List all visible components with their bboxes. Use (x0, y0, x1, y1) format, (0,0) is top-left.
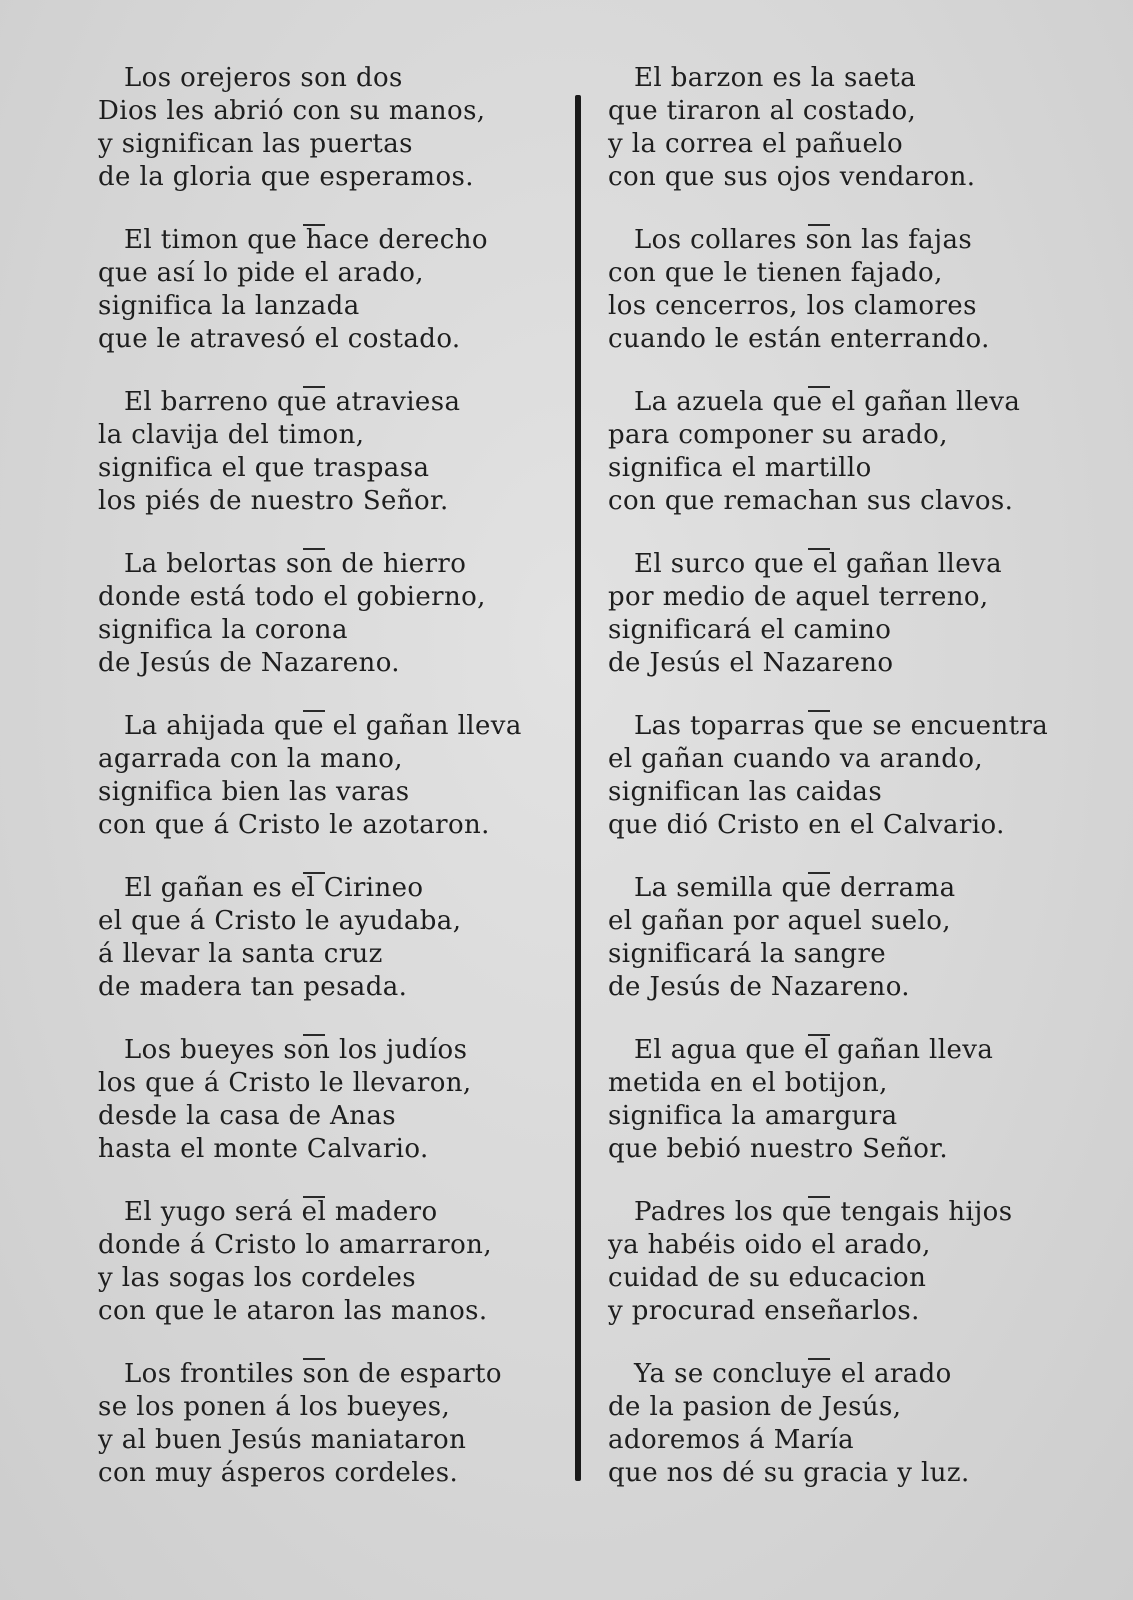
verse-line: el gañan por aquel suelo, (608, 906, 951, 936)
verse-line: el gañan cuando va arando, (608, 744, 984, 774)
stanza (98, 62, 558, 224)
verse-line: con que sus ojos vendaron. (608, 162, 976, 192)
stanza (608, 548, 1078, 710)
verse-line: La semilla que derrama (634, 873, 956, 903)
verse-line: El timon que hace derecho (124, 225, 488, 255)
stanza (98, 224, 558, 386)
verse-line: El barzon es la saeta (634, 63, 917, 93)
verse-line: donde á Cristo lo amarraron, (98, 1230, 492, 1260)
verse-line: significa la corona (98, 615, 348, 645)
verse-line: de Jesús el Nazareno (608, 648, 894, 678)
verse-line: y la correa el pañuelo (608, 129, 904, 159)
verse-line: de Jesús de Nazareno. (98, 648, 400, 678)
verse-line: La ahijada que el gañan lleva (124, 711, 522, 741)
stanza (98, 1196, 558, 1358)
verse-line: Las toparras que se encuentra (634, 711, 1049, 741)
verse-line: Los orejeros son dos (124, 63, 403, 93)
stanza (608, 62, 1078, 224)
verse-line: de Jesús de Nazareno. (608, 972, 910, 1002)
verse-line: Los collares son las fajas (634, 225, 973, 255)
verse-line: El barreno que atraviesa (124, 387, 461, 417)
verse-line: los cencerros, los clamores (608, 291, 977, 321)
verse-line: de la pasion de Jesús, (608, 1392, 902, 1422)
verse-line: significará la sangre (608, 939, 887, 969)
verse-line: que nos dé su gracia y luz. (608, 1458, 970, 1488)
verse-line: que le atravesó el costado. (98, 324, 461, 354)
verse-line: metida en el botijon, (608, 1068, 888, 1098)
verse-line: cuidad de su educacion (608, 1263, 927, 1293)
verse-line: Los frontiles son de esparto (124, 1359, 502, 1389)
verse-line: ya habéis oido el arado, (608, 1230, 931, 1260)
verse-line: Padres los que tengais hijos (634, 1197, 1013, 1227)
verse-line: significa el que traspasa (98, 453, 430, 483)
verse-line: agarrada con la mano, (98, 744, 403, 774)
stanza (98, 872, 558, 1034)
verse-line: con que á Cristo le azotaron. (98, 810, 490, 840)
verse-line: que tiraron al costado, (608, 96, 917, 126)
stanza (608, 710, 1078, 872)
verse-line: y al buen Jesús maniataron (98, 1425, 467, 1455)
verse-line: significan las caidas (608, 777, 883, 807)
verse-line: con que le tienen fajado, (608, 258, 943, 288)
verse-line: se los ponen á los bueyes, (98, 1392, 451, 1422)
verse-line: con muy ásperos cordeles. (98, 1458, 459, 1488)
verse-line: cuando le están enterrando. (608, 324, 990, 354)
right-column (608, 62, 1078, 1520)
stanza (608, 872, 1078, 1034)
left-column (98, 62, 558, 1520)
stanza (608, 1196, 1078, 1358)
verse-line: y procurad enseñarlos. (608, 1296, 920, 1326)
verse-line: Dios les abrió con su manos, (98, 96, 486, 126)
verse-line: y las sogas los cordeles (98, 1263, 417, 1293)
stanza (98, 386, 558, 548)
stanza (98, 548, 558, 710)
stanza (608, 224, 1078, 386)
verse-line: la clavija del timon, (98, 420, 365, 450)
verse-line: con que le ataron las manos. (98, 1296, 488, 1326)
verse-line: significa bien las varas (98, 777, 410, 807)
verse-line: significará el camino (608, 615, 892, 645)
verse-line: Ya se concluye el arado (634, 1359, 952, 1389)
verse-line: significa la amargura (608, 1101, 898, 1131)
verse-line: donde está todo el gobierno, (98, 582, 486, 612)
stanza (98, 1358, 558, 1520)
verse-line: de la gloria que esperamos. (98, 162, 474, 192)
verse-line: por medio de aquel terreno, (608, 582, 989, 612)
verse-line: El surco que el gañan lleva (634, 549, 1002, 579)
stanza (608, 1358, 1078, 1520)
verse-line: que bebió nuestro Señor. (608, 1134, 948, 1164)
verse-line: La belortas son de hierro (124, 549, 467, 579)
stanza (98, 1034, 558, 1196)
verse-line: de madera tan pesada. (98, 972, 408, 1002)
verse-line: el que á Cristo le ayudaba, (98, 906, 462, 936)
verse-line: hasta el monte Calvario. (98, 1134, 429, 1164)
verse-line: con que remachan sus clavos. (608, 486, 1014, 516)
verse-line: para componer su arado, (608, 420, 948, 450)
verse-line: que dió Cristo en el Calvario. (608, 810, 1005, 840)
stanza (608, 386, 1078, 548)
verse-line: significa el martillo (608, 453, 872, 483)
verse-line: El gañan es el Cirineo (124, 873, 424, 903)
stanza (98, 710, 558, 872)
verse-line: los piés de nuestro Señor. (98, 486, 449, 516)
verse-line: desde la casa de Anas (98, 1101, 396, 1131)
verse-line: que así lo pide el arado, (98, 258, 424, 288)
verse-line: El yugo será el madero (124, 1197, 438, 1227)
verse-line: La azuela que el gañan lleva (634, 387, 1021, 417)
verse-line: El agua que el gañan lleva (634, 1035, 994, 1065)
verse-line: significa la lanzada (98, 291, 360, 321)
verse-line: los que á Cristo le llevaron, (98, 1068, 472, 1098)
verse-line: Los bueyes son los judíos (124, 1035, 468, 1065)
verse-line: á llevar la santa cruz (98, 939, 383, 969)
verse-line: y significan las puertas (98, 129, 413, 159)
verse-line: adoremos á María (608, 1425, 855, 1455)
column-divider (575, 95, 581, 1481)
stanza (608, 1034, 1078, 1196)
